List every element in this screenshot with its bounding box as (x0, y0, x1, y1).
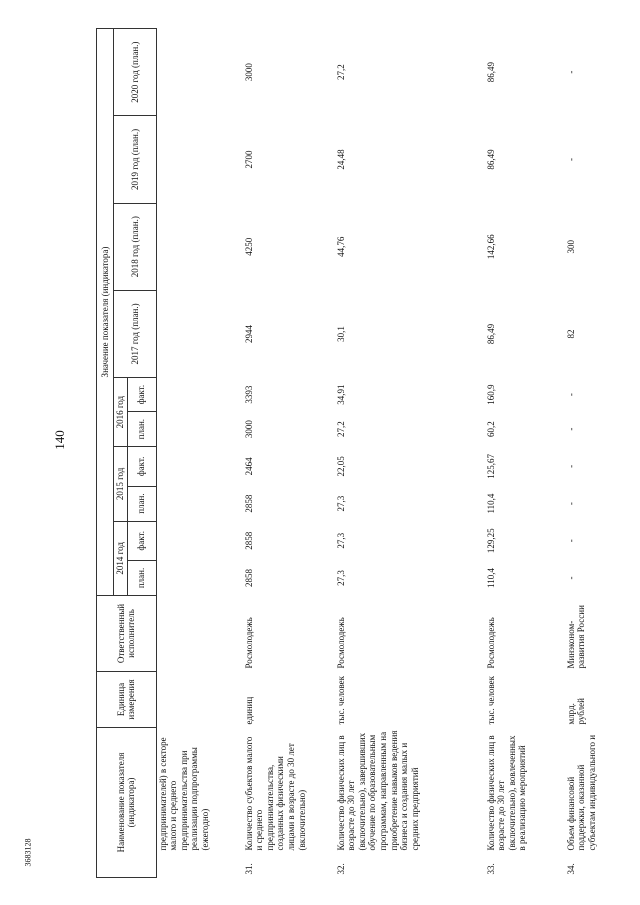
value-cell: 110,4 (485, 493, 496, 514)
rotated-table-sheet (96, 28, 597, 878)
value-cell (156, 290, 243, 377)
value-cell: 110,4 (485, 568, 496, 588)
header-name: Наименование показателя (индикатора) (97, 728, 157, 878)
value-cell: 34,91 (335, 384, 346, 405)
value-cell: 129,25 (485, 528, 496, 554)
executor-cell (156, 596, 243, 672)
value-cell (156, 203, 243, 290)
value-cell (156, 486, 243, 521)
value-cell: 2464 (243, 457, 254, 476)
value-cell: 27,2 (335, 64, 346, 81)
value-cell: 2700 (243, 150, 254, 169)
value-cell: - (565, 157, 576, 161)
header-2016: 2016 год (114, 378, 128, 447)
header-2015-fact: факт. (127, 447, 156, 486)
value-cell: 24,48 (335, 149, 346, 170)
header-2015: 2015 год (114, 447, 128, 521)
value-cell: 2858 (243, 568, 254, 587)
value-cell: 86,49 (485, 323, 496, 345)
value-cell (156, 29, 243, 116)
executor-cell: Росмолодежь (335, 617, 346, 669)
indicator-name: Объем финансовой поддержки, оказанной субъектам индивидуального и (565, 734, 597, 851)
value-cell (156, 447, 243, 486)
value-cell: 2944 (243, 324, 254, 343)
document-code: 3683128 (23, 838, 33, 867)
value-cell: 60,2 (485, 421, 496, 438)
value-cell (156, 560, 243, 595)
value-cell: 27,2 (335, 421, 346, 438)
value-cell: - (565, 70, 576, 74)
value-cell: 2858 (243, 494, 254, 513)
header-2019: 2019 год (план.) (114, 116, 157, 203)
value-cell: 86,49 (485, 62, 496, 83)
header-value-group: Значение показателя (индикатора) (97, 29, 114, 596)
value-cell: - (565, 539, 576, 543)
value-cell: 160,9 (485, 384, 496, 405)
value-cell: 2858 (243, 531, 254, 550)
row-number: 33. (485, 863, 496, 875)
executor-cell: Минэконом- развития России (565, 605, 587, 669)
value-cell: - (565, 393, 576, 397)
header-2016-fact: факт. (127, 378, 156, 412)
header-executor: Ответственный исполнитель (97, 596, 157, 672)
value-cell (156, 116, 243, 203)
value-cell: 142,66 (485, 234, 496, 260)
header-2017: 2017 год (план.) (114, 290, 157, 377)
table-row (485, 29, 565, 878)
page-number: 140 (52, 430, 67, 450)
header-2020: 2020 год (план.) (114, 29, 157, 116)
indicator-name: Количество субъектов малого и среднего предпринимательства, созданных физическими лицами в возрасте до 30 лет (включительно) (243, 736, 307, 851)
header-2014-fact: факт. (127, 521, 156, 560)
indicator-table (96, 28, 625, 878)
value-cell: 30,1 (335, 326, 346, 342)
value-cell (156, 521, 243, 560)
indicator-name: Количество физических лиц в возрасте до 30 лет (включительно), вовлеченных в реализацию мероприятий (485, 735, 528, 851)
header-2014: 2014 год (114, 521, 128, 595)
value-cell: 4250 (243, 237, 254, 256)
unit-cell: млрд. рублей (565, 698, 587, 725)
header-2014-plan: план. (127, 560, 156, 595)
indicator-name: Количество физических лиц в возрасте до 30 лет (включительно), завершивших обучение по образовательным программам, направленным на приобретение навыков ведения бизнеса и создания малых и средних предприятий (335, 730, 420, 851)
unit-cell (156, 672, 243, 728)
value-cell: 27,3 (335, 532, 346, 549)
value-cell: 300 (565, 239, 576, 254)
header-unit: Единица измерения (97, 672, 157, 728)
value-cell: 82 (565, 329, 576, 339)
row-number: 32. (335, 863, 346, 875)
value-cell: 3393 (243, 385, 254, 404)
value-cell (156, 412, 243, 447)
value-cell: 86,49 (485, 149, 496, 170)
unit-cell: тыс. человек (485, 675, 496, 725)
value-cell: 22,05 (335, 456, 346, 477)
value-cell: 3000 (243, 420, 254, 439)
value-cell: 44,76 (335, 236, 346, 257)
table-row (243, 29, 335, 878)
table-row (156, 29, 243, 878)
row-number: 34. (565, 863, 576, 875)
value-cell: - (565, 464, 576, 468)
executor-cell: Росмолодежь (243, 617, 254, 669)
header-2015-plan: план. (127, 486, 156, 521)
table-row (335, 29, 485, 878)
value-cell: - (565, 576, 576, 580)
header-2018: 2018 год (план.) (114, 203, 157, 290)
row-number: 31. (243, 863, 254, 875)
table-row (565, 29, 625, 878)
value-cell: 3000 (243, 63, 254, 82)
value-cell: 27,3 (335, 495, 346, 512)
executor-cell: Росмолодежь (485, 617, 496, 669)
unit-cell: тыс. человек (335, 675, 346, 725)
value-cell: 125,67 (485, 454, 496, 479)
value-cell: - (565, 427, 576, 431)
table-header (97, 29, 157, 878)
header-2016-plan: план. (127, 412, 156, 447)
unit-cell: единиц (243, 696, 254, 725)
indicator-name: предпринимателей) в секторе малого и среднего предпринимательства при реализации подпрограммы (ежегодно) (157, 737, 211, 851)
value-cell: - (565, 502, 576, 506)
row-number (156, 854, 243, 878)
value-cell (156, 378, 243, 412)
value-cell: 27,3 (335, 570, 346, 586)
